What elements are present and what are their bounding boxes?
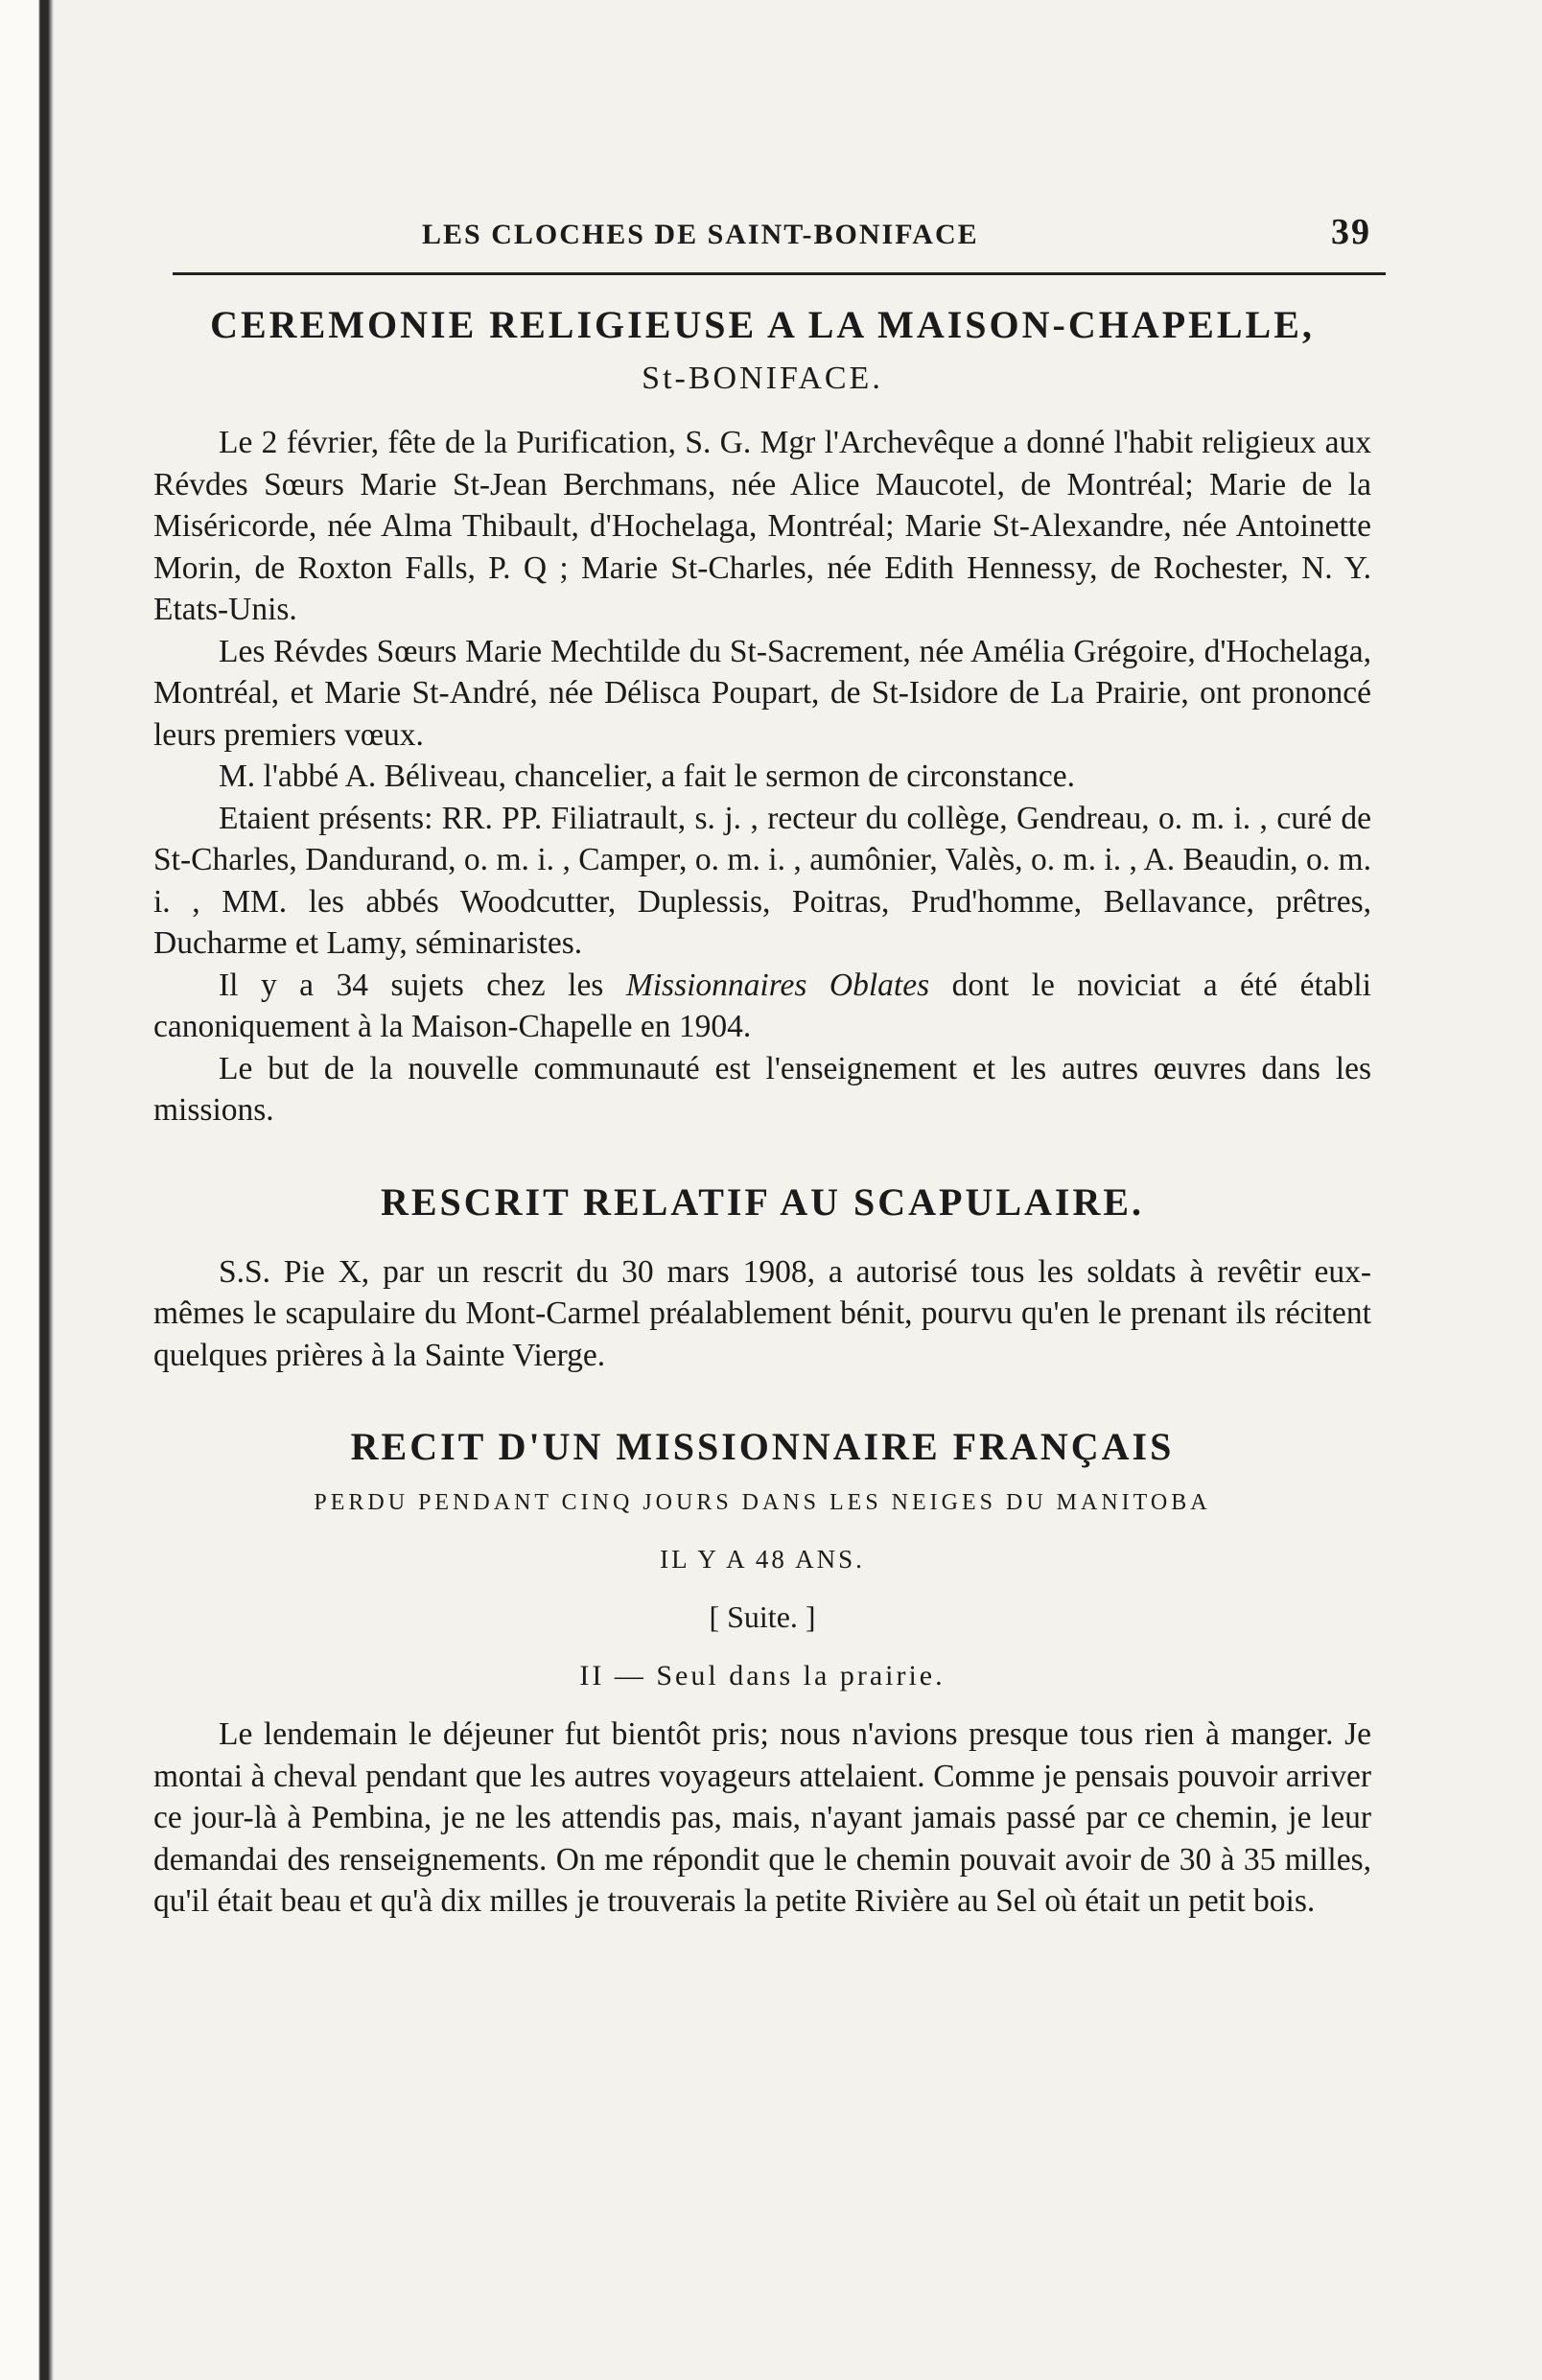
page-header xyxy=(153,211,1371,253)
page-number: 39 xyxy=(1331,212,1371,252)
paragraph: Les Révdes Sœurs Marie Mechtilde du St-Sacrement, née Amélia Grégoire, d'Hochelaga, Montréal, et Marie St-André, née Délisca Poupart, de St-Isidore de La Prairie, ont prononcé leurs premiers vœux. xyxy=(153,633,1371,753)
paragraph-text: Il y a 34 sujets chez les xyxy=(219,967,626,1003)
paragraph: Le but de la nouvelle communauté est l'enseignement et les autres œuvres dans les missions. xyxy=(153,1050,1371,1128)
section-title-rescrit: RESCRIT RELATIF AU SCAPULAIRE. xyxy=(380,1179,1145,1224)
section-title-recit: RECIT D'UN MISSIONNAIRE FRANÇAIS xyxy=(350,1425,1175,1468)
suite-label: [ Suite. ] xyxy=(709,1599,816,1634)
scan-binding-edge xyxy=(0,0,77,2380)
paragraph-text: dont le noviciat a été établi canoniquement à la Maison-Chapelle en 1904. xyxy=(153,967,1371,1044)
italic-oblates: Missionnaires Oblates xyxy=(625,967,930,1003)
paragraph: Etaient présents: RR. PP. Filiatrault, s. j. , recteur du collège, Gendreau, o. m. i. , curé de St-Charles, Dandurand, o. m. i. , Camper, o. m. i. , aumônier, Valès, o. m. i. , A. Beaudin, o. m. i. , MM. les abbés Woodcutter, Duplessis, Poitras, Prud'homme, Bellavance, prêtres, Ducharme et Lamy, séminaristes. xyxy=(153,800,1371,961)
paragraph: M. l'abbé A. Béliveau, chancelier, a fait le sermon de circonstance. xyxy=(219,758,1076,794)
paragraph: S.S. Pie X, par un rescrit du 30 mars 1908, a autorisé tous les soldats à revêtir eux-mêmes le scapulaire du Mont-Carmel préalablement bénit, pourvu qu'en le prenant ils récitent quelques prières à la Sainte Vierge. xyxy=(153,1253,1371,1373)
section-title-ceremonie: CEREMONIE RELIGIEUSE A LA MAISON-CHAPELLE, xyxy=(210,303,1315,346)
paragraph: Le lendemain le déjeuner fut bientôt pris; nous n'avions presque tous rien à manger. Je montai à cheval pendant que les autres voyageurs attelaient. Comme je pensais pouvoir arriver ce jour-là à Pembina, je ne les attendis pas, mais, n'ayant jamais passé par ce chemin, je leur demandai des renseignements. On me répondit que le chemin pouvait avoir de 30 à 35 milles, qu'il était beau et qu'à dix milles je trouverais la petite Rivière au Sel où était un petit bois. xyxy=(153,1716,1371,1919)
running-title: LES CLOCHES DE SAINT-BONIFACE xyxy=(422,219,979,250)
header-rule xyxy=(173,272,1386,275)
section-subtitle-48-ans: IL Y A 48 ANS. xyxy=(660,1545,865,1574)
paragraph-oblates xyxy=(153,965,1371,1048)
page xyxy=(153,211,1371,1923)
section-subtitle-st-boniface: St-BONIFACE. xyxy=(642,361,883,396)
paragraph: Le 2 février, fête de la Purification, S. G. Mgr l'Archevêque a donné l'habit religieux aux Révdes Sœurs Marie St-Jean Berchmans, née Alice Maucotel, de Montréal; Marie de la Miséricorde, née Alma Thibault, d'Hochelaga, Montréal; Marie St-Alexandre, née Antoinette Morin, de Roxton Falls, P. Q ; Marie St-Charles, née Edith Hennessy, de Rochester, N. Y. Etats-Unis. xyxy=(153,425,1371,627)
part-title: II — Seul dans la prairie. xyxy=(579,1660,946,1692)
section-subtitle-perdu: PERDU PENDANT CINQ JOURS DANS LES NEIGES DU MANITOBA xyxy=(314,1490,1211,1515)
